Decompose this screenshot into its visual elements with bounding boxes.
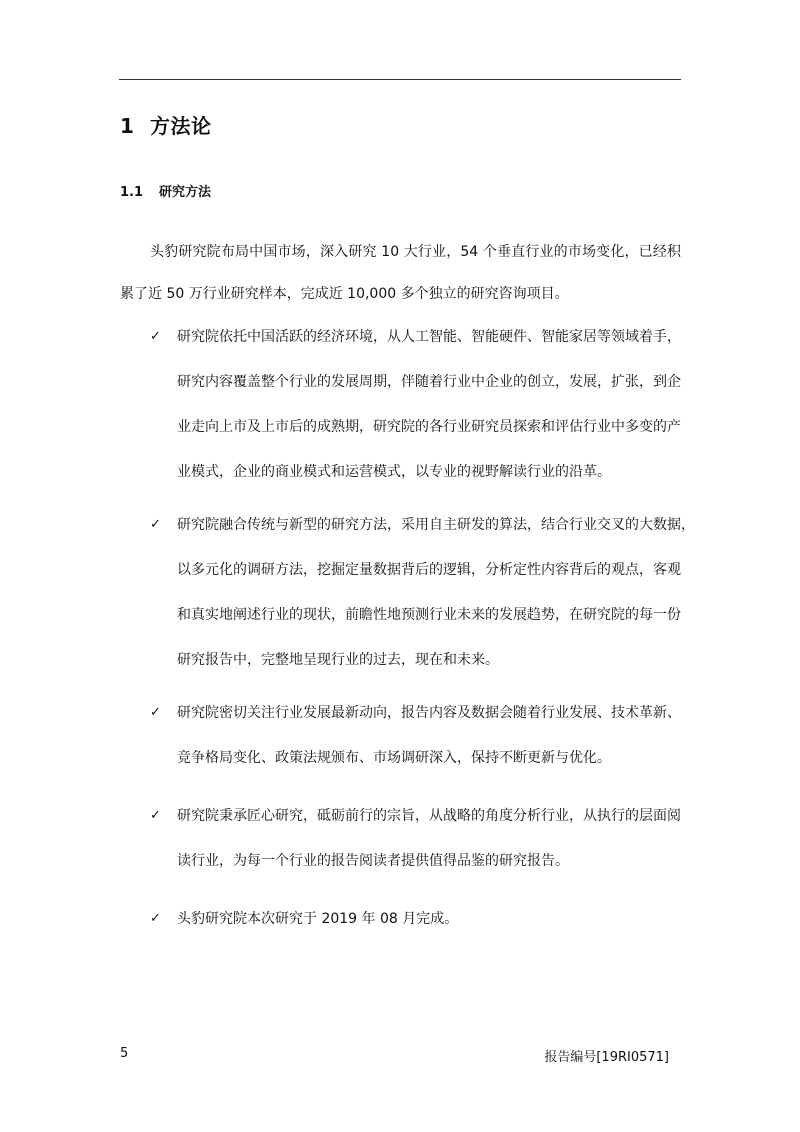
bullet-line: 以多元化的调研方法，挖掘定量数据背后的逻辑，分析定性内容背后的观点，客观: [177, 562, 681, 578]
checkmark-icon: ✓: [150, 911, 161, 926]
section-title: 方法论: [150, 114, 212, 138]
report-number: 报告编号[19RI0571]: [544, 1050, 669, 1065]
subsection-title: 研究方法: [159, 185, 212, 200]
bullet-line: 研究院依托中国活跃的经济环境，从人工智能、智能硬件、智能家居等领域着手，: [177, 329, 681, 345]
section-heading: [120, 110, 212, 139]
page-number: 5: [120, 1046, 129, 1061]
bullet-line: 研究院密切关注行业发展最新动向，报告内容及数据会随着行业发展、技术革新、: [177, 705, 681, 721]
intro-paragraph-line-2: 累了近 50 万行业研究样本，完成近 10,000 多个独立的研究咨询项目。: [120, 286, 569, 302]
bullet-line: 研究内容覆盖整个行业的发展周期，伴随着行业中企业的创立，发展，扩张，到企: [177, 374, 681, 390]
checkmark-icon: ✓: [150, 329, 161, 344]
intro-paragraph-line-1: 头豹研究院布局中国市场，深入研究 10 大行业，54 个垂直行业的市场变化，已经积: [150, 244, 681, 260]
bullet-item-3: [150, 703, 681, 793]
bullet-line: 研究院秉承匠心研究，砥砺前行的宗旨，从战略的角度分析行业，从执行的层面阅: [177, 808, 681, 824]
header-rule: [119, 79, 681, 80]
bullet-item-1: [150, 327, 681, 507]
subsection-number: 1.1: [120, 185, 144, 200]
section-number: 1: [120, 114, 135, 138]
bullet-item-4: [150, 806, 681, 896]
checkmark-icon: ✓: [150, 808, 161, 823]
bullet-item-2: [150, 515, 695, 695]
bullet-line: 研究报告中，完整地呈现行业的过去，现在和未来。: [177, 652, 499, 668]
bullet-line: 研究院融合传统与新型的研究方法，采用自主研发的算法，结合行业交叉的大数据，: [177, 517, 695, 533]
checkmark-icon: ✓: [150, 705, 161, 720]
subsection-heading: [120, 181, 211, 200]
bullet-line: 业模式，企业的商业模式和运营模式，以专业的视野解读行业的沿革。: [177, 464, 611, 480]
bullet-line: 读行业，为每一个行业的报告阅读者提供值得品鉴的研究报告。: [177, 853, 569, 869]
checkmark-icon: ✓: [150, 517, 161, 532]
bullet-line: 竞争格局变化、政策法规颁布、市场调研深入，保持不断更新与优化。: [177, 750, 611, 766]
bullet-line: 头豹研究院本次研究于 2019 年 08 月完成。: [177, 911, 459, 927]
bullet-item-5: [150, 909, 681, 954]
bullet-line: 业走向上市及上市后的成熟期，研究院的各行业研究员探索和评估行业中多变的产: [177, 419, 681, 435]
bullet-line: 和真实地阐述行业的现状，前瞻性地预测行业未来的发展趋势，在研究院的每一份: [177, 607, 681, 623]
